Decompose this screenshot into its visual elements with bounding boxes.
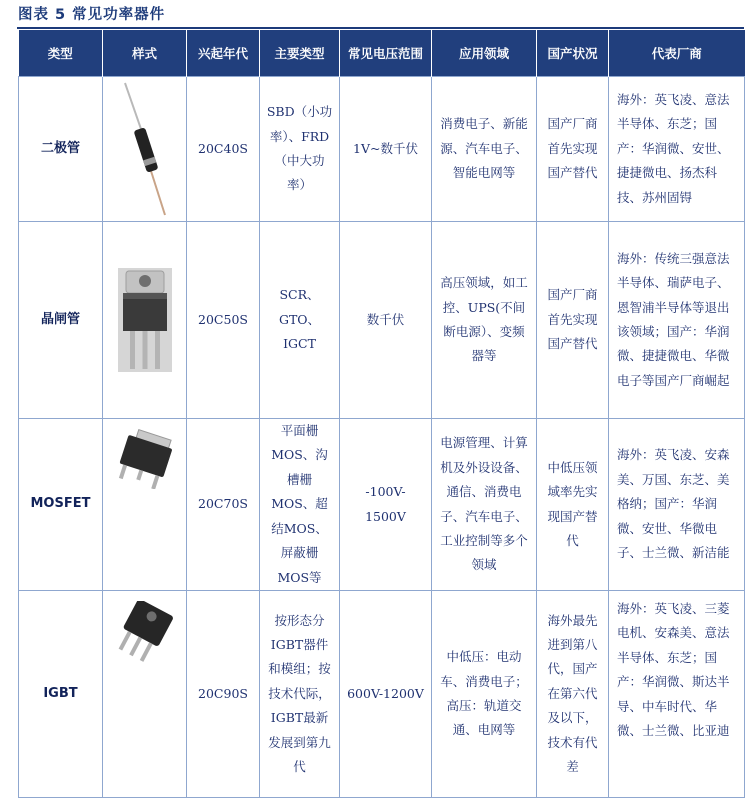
thyristor-to220-package-icon bbox=[118, 268, 172, 372]
header-vendors: 代表厂商 bbox=[609, 30, 745, 77]
device-vendors: 海外：传统三强意法半导体、瑞萨电子、恩智浦半导体等退出该领域；国产：华润微、捷捷微电、华微电子等国产厂商崛起 bbox=[609, 222, 745, 419]
device-image bbox=[103, 591, 187, 798]
device-era: 20C50S bbox=[187, 222, 260, 419]
device-main-types: SBD（小功率）、FRD（中大功率） bbox=[260, 77, 340, 222]
device-voltage: -100V-1500V bbox=[340, 419, 432, 591]
header-application: 应用领域 bbox=[432, 30, 537, 77]
device-type: IGBT bbox=[19, 591, 103, 798]
device-domestic: 国产厂商首先实现国产替代 bbox=[537, 77, 609, 222]
device-application: 消费电子、新能源、汽车电子、智能电网等 bbox=[432, 77, 537, 222]
table-row bbox=[19, 591, 745, 798]
diode-axial-component-icon bbox=[115, 79, 175, 219]
device-vendors: 海外：英飞凌、三菱电机、安森美、意法半导体、东芝；国产：华润微、斯达半导、中车时代、华微、士兰微、比亚迪 bbox=[609, 591, 745, 798]
device-vendors: 海外：英飞凌、安森美、万国、东芝、美格纳；国产：华润微、安世、华微电子、士兰微、新洁能 bbox=[609, 419, 745, 591]
header-voltage: 常见电压范围 bbox=[340, 30, 432, 77]
power-device-table bbox=[18, 30, 745, 798]
device-era: 20C90S bbox=[187, 591, 260, 798]
device-vendors: 海外：英飞凌、意法半导体、东芝；国产：华润微、安世、捷捷微电、扬杰科技、苏州固锝 bbox=[609, 77, 745, 222]
igbt-to247-package-icon bbox=[110, 601, 180, 663]
device-era: 20C70S bbox=[187, 419, 260, 591]
header-main-types: 主要类型 bbox=[260, 30, 340, 77]
device-voltage: 600V-1200V bbox=[340, 591, 432, 798]
table-row bbox=[19, 222, 745, 419]
table-row bbox=[19, 419, 745, 591]
header-era: 兴起年代 bbox=[187, 30, 260, 77]
device-voltage: 数千伏 bbox=[340, 222, 432, 419]
device-domestic: 海外最先进到第八代，国产在第六代及以下，技术有代差 bbox=[537, 591, 609, 798]
header-row bbox=[19, 30, 745, 77]
device-domestic: 中低压领域率先实现国产替代 bbox=[537, 419, 609, 591]
mosfet-d2pak-package-icon bbox=[112, 429, 178, 489]
device-type: 二极管 bbox=[19, 77, 103, 222]
title-divider bbox=[17, 27, 744, 29]
device-image bbox=[103, 222, 187, 419]
table-row bbox=[19, 77, 745, 222]
header-domestic: 国产状况 bbox=[537, 30, 609, 77]
device-main-types: 按形态分IGBT器件和模组；按技术代际，IGBT最新发展到第九代 bbox=[260, 591, 340, 798]
device-era: 20C40S bbox=[187, 77, 260, 222]
header-style: 样式 bbox=[103, 30, 187, 77]
device-image bbox=[103, 419, 187, 591]
device-main-types: SCR、GTO、IGCT bbox=[260, 222, 340, 419]
header-type: 类型 bbox=[19, 30, 103, 77]
device-voltage: 1V~数千伏 bbox=[340, 77, 432, 222]
device-domestic: 国产厂商首先实现国产替代 bbox=[537, 222, 609, 419]
figure-title: 图表 5 常见功率器件 bbox=[18, 7, 166, 23]
device-main-types: 平面栅MOS、沟槽栅MOS、超结MOS、屏蔽栅MOS等 bbox=[260, 419, 340, 591]
device-application: 高压领域，如工控、UPS(不间断电源）、变频器等 bbox=[432, 222, 537, 419]
device-image bbox=[103, 77, 187, 222]
device-type: MOSFET bbox=[19, 419, 103, 591]
device-type: 晶闸管 bbox=[19, 222, 103, 419]
device-application: 电源管理、计算机及外设设备、通信、消费电子、汽车电子、工业控制等多个领域 bbox=[432, 419, 537, 591]
device-application: 中低压：电动车、消费电子；高压：轨道交通、电网等 bbox=[432, 591, 537, 798]
